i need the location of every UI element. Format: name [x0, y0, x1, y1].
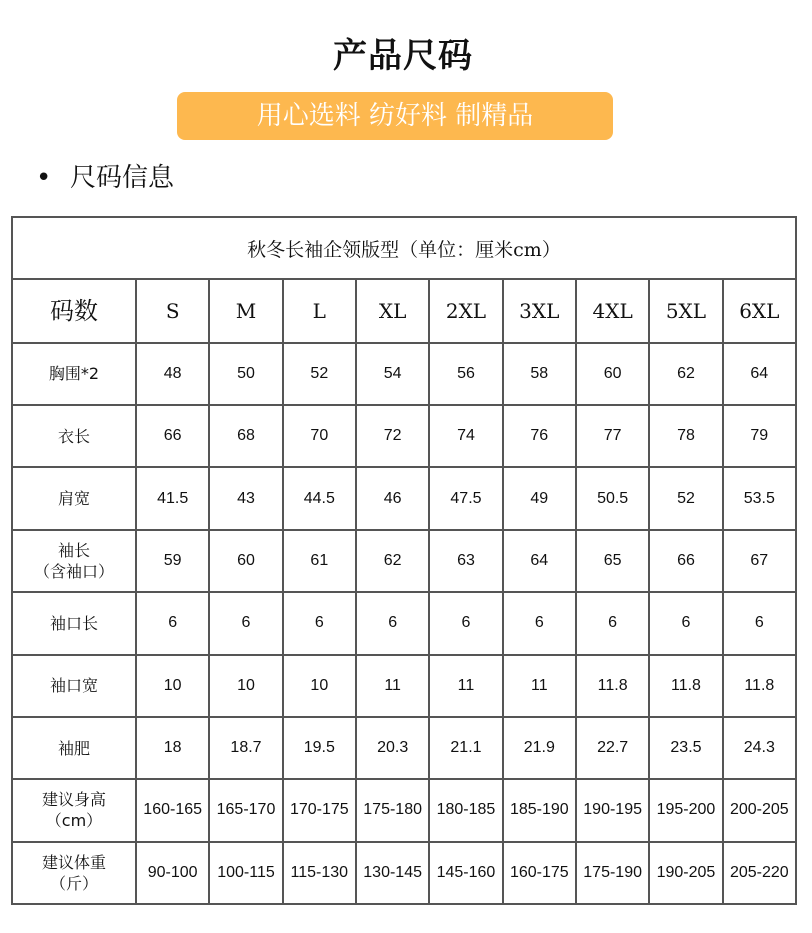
table-cell: 130-145 — [356, 842, 429, 904]
slogan-banner: 用心选料 纺好料 制精品 — [177, 92, 613, 140]
table-cell: 6 — [136, 592, 209, 654]
table-cell: 11 — [429, 655, 502, 717]
page-title: 产品尺码 — [333, 36, 473, 76]
table-cell: 56 — [429, 343, 502, 405]
header-size-m: M — [209, 279, 282, 342]
row-label-line: 袖肥 — [57, 738, 90, 758]
table-row — [12, 779, 796, 841]
table-cell: 52 — [283, 343, 356, 405]
table-cell: 11 — [503, 655, 576, 717]
row-label — [12, 467, 136, 529]
table-cell: 180-185 — [429, 779, 502, 841]
table-cell: 70 — [283, 405, 356, 467]
table-cell: 100-115 — [209, 842, 282, 904]
table-cell: 63 — [429, 530, 502, 592]
header-size-xl: XL — [356, 279, 429, 342]
row-label-line: 袖长 — [57, 540, 90, 560]
row-label — [12, 655, 136, 717]
table-cell: 11.8 — [649, 655, 722, 717]
row-label — [12, 717, 136, 779]
table-cell: 68 — [209, 405, 282, 467]
table-cell: 175-180 — [356, 779, 429, 841]
table-row — [12, 530, 796, 592]
row-label — [12, 343, 136, 405]
table-cell: 90-100 — [136, 842, 209, 904]
header-size-3xl: 3XL — [503, 279, 576, 342]
row-label-line: 衣长 — [57, 426, 90, 446]
table-cell: 175-190 — [576, 842, 649, 904]
table-cell: 64 — [503, 530, 576, 592]
table-cell: 21.1 — [429, 717, 502, 779]
table-cell: 160-175 — [503, 842, 576, 904]
row-label-line: 建议体重 — [41, 852, 106, 872]
row-label-line: （含袖口） — [33, 561, 114, 581]
table-cell: 67 — [723, 530, 796, 592]
table-cell: 19.5 — [283, 717, 356, 779]
table-row — [12, 655, 796, 717]
table-cell: 20.3 — [356, 717, 429, 779]
table-cell: 185-190 — [503, 779, 576, 841]
table-cell: 18.7 — [209, 717, 282, 779]
table-cell: 6 — [503, 592, 576, 654]
row-label-line: 建议身高 — [41, 790, 106, 810]
row-label — [12, 842, 136, 904]
row-label — [12, 592, 136, 654]
table-cell: 64 — [723, 343, 796, 405]
section-heading — [36, 158, 174, 198]
table-cell: 165-170 — [209, 779, 282, 841]
table-cell: 72 — [356, 405, 429, 467]
table-cell: 65 — [576, 530, 649, 592]
row-label-line: 袖口宽 — [49, 676, 98, 696]
row-label-line: （cm） — [45, 811, 103, 831]
table-row — [12, 717, 796, 779]
table-row — [12, 405, 796, 467]
table-cell: 170-175 — [283, 779, 356, 841]
row-label-line: 肩宽 — [57, 489, 90, 509]
table-cell: 6 — [356, 592, 429, 654]
table-cell: 6 — [649, 592, 722, 654]
table-cell: 52 — [649, 467, 722, 529]
table-header-row — [12, 279, 796, 342]
row-label-line: 胸围*2 — [48, 364, 100, 384]
table-cell: 18 — [136, 717, 209, 779]
row-label-line: 袖口长 — [49, 613, 98, 633]
table-cell: 48 — [136, 343, 209, 405]
table-cell: 60 — [209, 530, 282, 592]
table-cell: 43 — [209, 467, 282, 529]
table-cell: 6 — [209, 592, 282, 654]
table-cell: 10 — [136, 655, 209, 717]
table-row — [12, 343, 796, 405]
table-cell: 54 — [356, 343, 429, 405]
bullet-icon: • — [36, 163, 52, 193]
table-cell: 205-220 — [723, 842, 796, 904]
row-label — [12, 779, 136, 841]
table-cell: 10 — [209, 655, 282, 717]
table-cell: 11.8 — [723, 655, 796, 717]
table-cell: 160-165 — [136, 779, 209, 841]
table-cell: 76 — [503, 405, 576, 467]
table-cell: 23.5 — [649, 717, 722, 779]
table-row — [12, 467, 796, 529]
table-cell: 195-200 — [649, 779, 722, 841]
table-cell: 61 — [283, 530, 356, 592]
table-cell: 6 — [429, 592, 502, 654]
header-size-4xl: 4XL — [576, 279, 649, 342]
table-cell: 58 — [503, 343, 576, 405]
table-cell: 10 — [283, 655, 356, 717]
table-cell: 115-130 — [283, 842, 356, 904]
table-caption-row — [12, 217, 796, 279]
table-cell: 46 — [356, 467, 429, 529]
table-cell: 6 — [576, 592, 649, 654]
row-label-line: （斤） — [49, 873, 98, 893]
header-size-5xl: 5XL — [649, 279, 722, 342]
table-cell: 62 — [356, 530, 429, 592]
section-title: 尺码信息 — [70, 163, 175, 193]
table-row — [12, 592, 796, 654]
table-caption: 秋冬长袖企领版型（单位：厘米cm） — [12, 217, 796, 279]
table-cell: 6 — [723, 592, 796, 654]
table-cell: 59 — [136, 530, 209, 592]
table-cell: 74 — [429, 405, 502, 467]
table-row — [12, 842, 796, 904]
header-label: 码数 — [12, 279, 136, 342]
table-cell: 62 — [649, 343, 722, 405]
table-cell: 44.5 — [283, 467, 356, 529]
table-cell: 53.5 — [723, 467, 796, 529]
table-cell: 79 — [723, 405, 796, 467]
table-cell: 11 — [356, 655, 429, 717]
table-cell: 200-205 — [723, 779, 796, 841]
row-label — [12, 530, 136, 592]
table-cell: 22.7 — [576, 717, 649, 779]
header-size-l: L — [283, 279, 356, 342]
row-label — [12, 405, 136, 467]
table-cell: 50.5 — [576, 467, 649, 529]
table-cell: 145-160 — [429, 842, 502, 904]
table-cell: 66 — [136, 405, 209, 467]
header-size-s: S — [136, 279, 209, 342]
table-cell: 60 — [576, 343, 649, 405]
header-size-2xl: 2XL — [429, 279, 502, 342]
table-cell: 190-195 — [576, 779, 649, 841]
table-cell: 49 — [503, 467, 576, 529]
header-size-6xl: 6XL — [723, 279, 796, 342]
table-cell: 6 — [283, 592, 356, 654]
table-cell: 77 — [576, 405, 649, 467]
table-cell: 78 — [649, 405, 722, 467]
table-cell: 50 — [209, 343, 282, 405]
table-cell: 66 — [649, 530, 722, 592]
table-cell: 41.5 — [136, 467, 209, 529]
table-cell: 190-205 — [649, 842, 722, 904]
table-cell: 21.9 — [503, 717, 576, 779]
table-cell: 11.8 — [576, 655, 649, 717]
table-cell: 47.5 — [429, 467, 502, 529]
table-cell: 24.3 — [723, 717, 796, 779]
size-table — [11, 216, 797, 905]
